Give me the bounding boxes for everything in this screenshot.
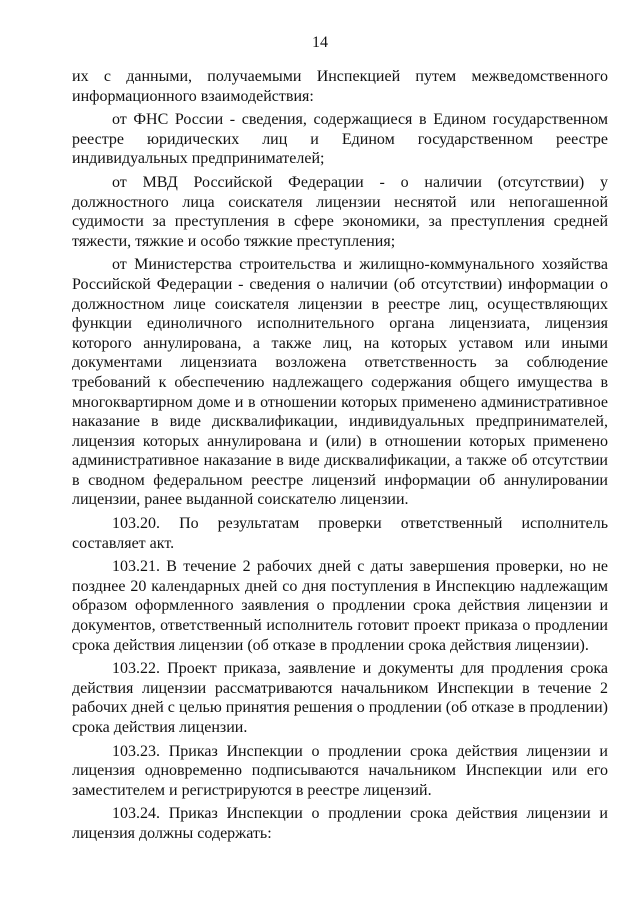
paragraph-mvd: от МВД Российской Федерации - о наличии (отсутствии) у должностного лица соискателя лицензии неснятой или непогашенной судимости за преступления в сфере экономики, за преступления средней тяжести, тяжкие и особо тяжкие преступления; [72,173,608,250]
paragraph-103-20: 103.20. По результатам проверки ответственный исполнитель составляет акт. [72,515,608,552]
paragraph-103-24: 103.24. Приказ Инспекции о продлении срока действия лицензии и лицензия должны содержать: [72,805,608,842]
page-number: 14 [312,34,328,51]
document-body [72,67,608,848]
paragraph-103-21: 103.21. В течение 2 рабочих дней с даты завершения проверки, но не позднее 20 календарных дней со дня поступления в Инспекцию надлежащим образом оформленного заявления о продлении срока действия лицензии и документов, ответственный исполнитель готовит проект приказа о продлении срока действия лицензии (об отказе в продлении срока действия лицензии). [72,558,608,654]
paragraph-continuation: их с данными, получаемыми Инспекцией путем межведомственного информационного взаимодействия: [72,68,608,105]
paragraph-103-22: 103.22. Проект приказа, заявление и документы для продления срока действия лицензии рассматриваются начальником Инспекции в течение 2 рабочих дней с целью принятия решения о продлении (об отказе в продлении) срока действия лицензии. [72,660,608,736]
paragraph-minstroy: от Министерства строительства и жилищно-коммунального хозяйства Российской Федерации - сведения о наличии (об отсутствии) информации о должностном лице соискателя лицензии в реестре лиц, осуществляющих функции единоличного исполнительного органа лицензиата, лицензия которого аннулирована, а также лиц, на которых уставом или иными документами лицензиата возложена ответственность за соблюдение требований к обеспечению надлежащего содержания общего имущества в многоквартирном доме и в отношении которых применено административное наказание в виде дисквалификации, индивидуальных предпринимателей, лицензия которых аннулирована и (или) в отношении которых применено административное наказание в виде дисквалификации, а также об отсутствии в сводном федеральном реестре лицензий информации об аннулировании лицензии, ранее выданной соискателю лицензии. [72,256,608,509]
paragraph-103-23: 103.23. Приказ Инспекции о продлении срока действия лицензии и лицензия одновременно подписываются начальником Инспекции или его заместителем и регистрируются в реестре лицензий. [72,742,608,799]
paragraph-fns: от ФНС России - сведения, содержащиеся в Едином государственном реестре юридических лиц и Едином государственном реестре индивидуальных предпринимателей; [72,111,608,168]
